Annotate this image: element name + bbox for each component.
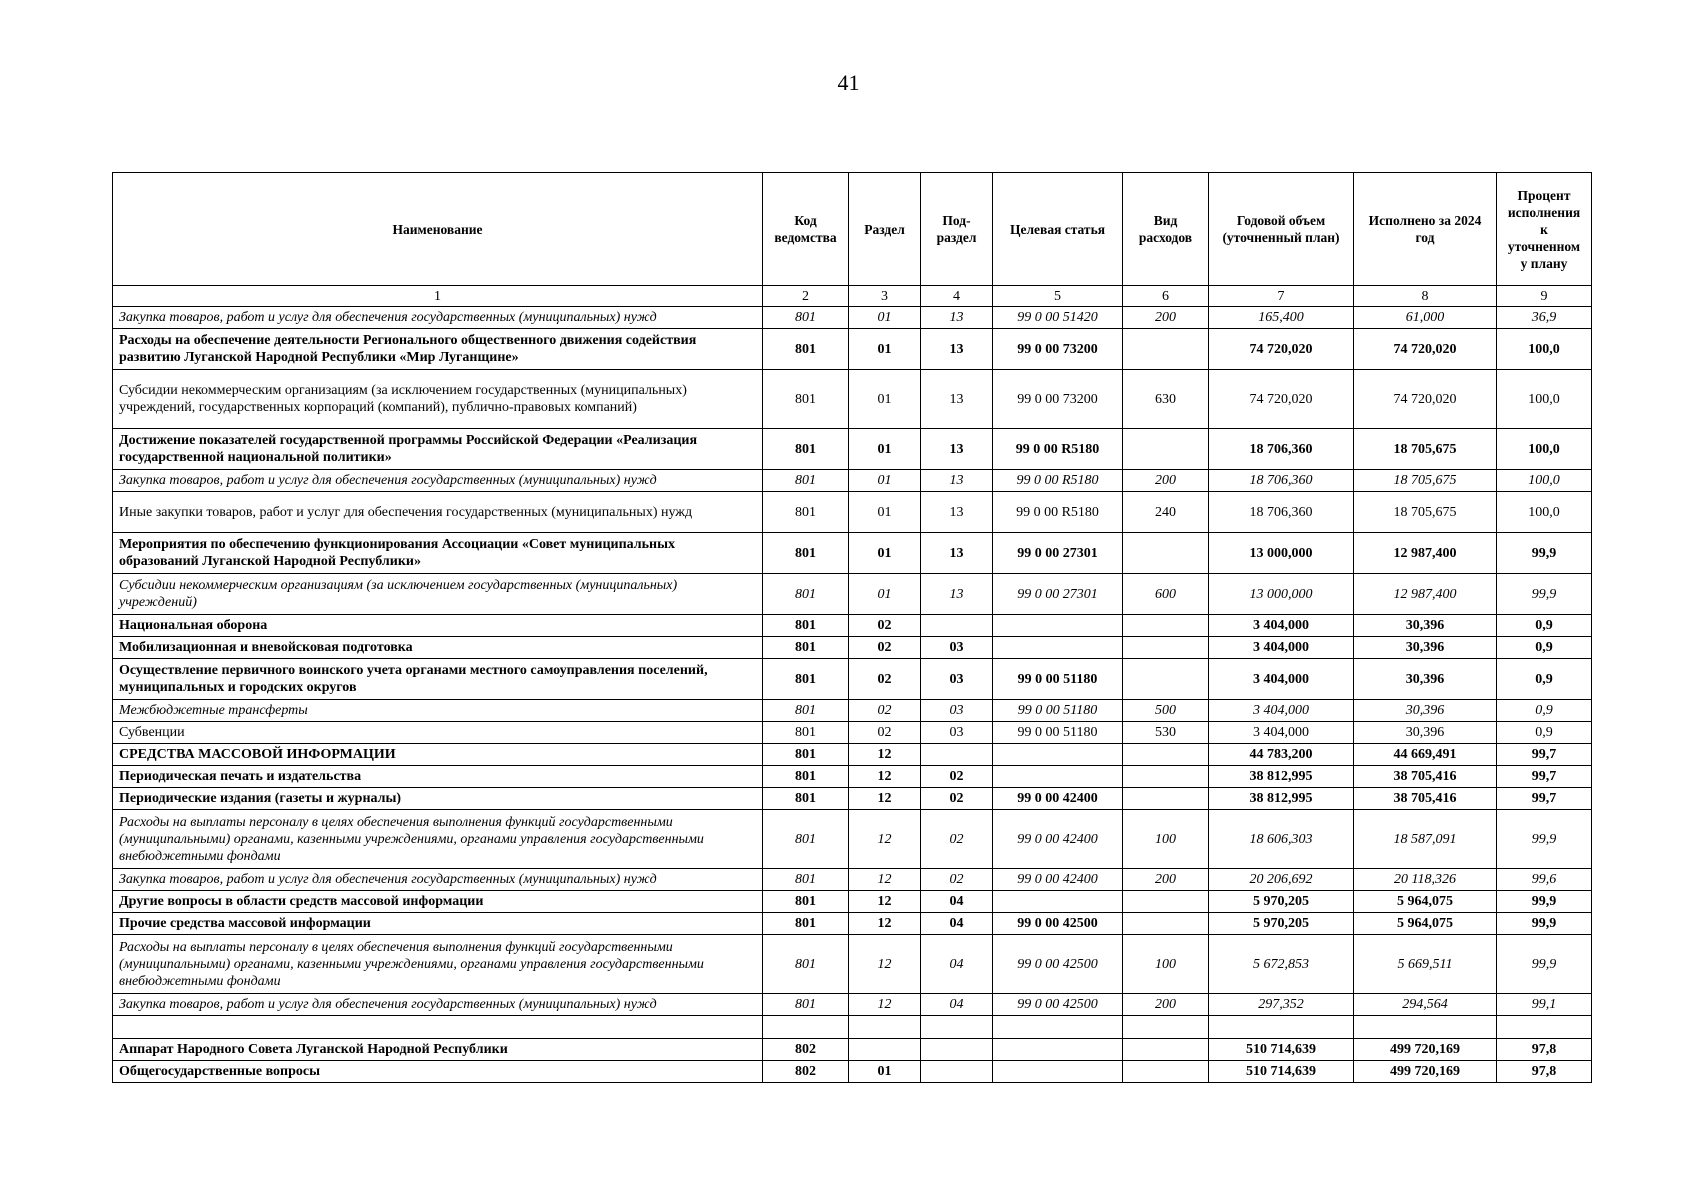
- cell-plan: [1209, 1016, 1354, 1039]
- cell-done: 30,396: [1354, 615, 1497, 637]
- cell-dept: 801: [763, 574, 849, 615]
- cell-target: [993, 1039, 1123, 1061]
- cell-dept: 801: [763, 659, 849, 700]
- cell-section: 02: [849, 615, 921, 637]
- table-row: [113, 492, 1592, 533]
- cell-name: Расходы на выплаты персоналу в целях обеспечения выполнения функций государственными (муниципальными) органами, казенными учреждениями, органами управления государственными внебюджетными фондами: [113, 935, 763, 994]
- cell-exp-type: 200: [1123, 307, 1209, 329]
- cell-done: 294,564: [1354, 994, 1497, 1016]
- cell-target: [993, 637, 1123, 659]
- column-number: 4: [921, 286, 993, 307]
- cell-exp-type: [1123, 659, 1209, 700]
- cell-target: 99 0 00 42500: [993, 913, 1123, 935]
- cell-section: [849, 1039, 921, 1061]
- cell-subsection: 03: [921, 700, 993, 722]
- cell-target: 99 0 00 42500: [993, 935, 1123, 994]
- cell-dept: 801: [763, 429, 849, 470]
- cell-plan: 13 000,000: [1209, 574, 1354, 615]
- cell-target: 99 0 00 R5180: [993, 429, 1123, 470]
- table-row: [113, 1039, 1592, 1061]
- cell-plan: 18 706,360: [1209, 492, 1354, 533]
- table-row: [113, 370, 1592, 429]
- cell-name: Периодическая печать и издательства: [113, 766, 763, 788]
- table-row: [113, 659, 1592, 700]
- cell-percent: 36,9: [1497, 307, 1592, 329]
- cell-plan: 38 812,995: [1209, 766, 1354, 788]
- cell-percent: 0,9: [1497, 722, 1592, 744]
- header-section: Раздел: [849, 173, 921, 286]
- cell-plan: 297,352: [1209, 994, 1354, 1016]
- cell-done: 30,396: [1354, 700, 1497, 722]
- budget-table: [112, 172, 1592, 1083]
- table-row: [113, 744, 1592, 766]
- table-row: [113, 1061, 1592, 1083]
- cell-subsection: [921, 1039, 993, 1061]
- cell-section: 12: [849, 994, 921, 1016]
- cell-dept: 802: [763, 1039, 849, 1061]
- cell-section: 01: [849, 307, 921, 329]
- table-row: [113, 788, 1592, 810]
- cell-dept: 801: [763, 869, 849, 891]
- cell-subsection: 02: [921, 766, 993, 788]
- page-number: 41: [837, 70, 860, 95]
- cell-dept: 801: [763, 492, 849, 533]
- cell-exp-type: [1123, 615, 1209, 637]
- cell-dept: 801: [763, 722, 849, 744]
- cell-name: Периодические издания (газеты и журналы): [113, 788, 763, 810]
- cell-target: 99 0 00 R5180: [993, 470, 1123, 492]
- cell-name: Мобилизационная и вневойсковая подготовка: [113, 637, 763, 659]
- cell-subsection: 03: [921, 637, 993, 659]
- cell-target: 99 0 00 42500: [993, 994, 1123, 1016]
- cell-exp-type: [1123, 1061, 1209, 1083]
- cell-exp-type: [1123, 1016, 1209, 1039]
- cell-percent: 0,9: [1497, 637, 1592, 659]
- cell-section: 12: [849, 935, 921, 994]
- cell-exp-type: 200: [1123, 869, 1209, 891]
- cell-name: Субвенции: [113, 722, 763, 744]
- cell-section: 01: [849, 533, 921, 574]
- cell-subsection: 04: [921, 994, 993, 1016]
- cell-name: СРЕДСТВА МАССОВОЙ ИНФОРМАЦИИ: [113, 744, 763, 766]
- cell-name: Закупка товаров, работ и услуг для обеспечения государственных (муниципальных) нужд: [113, 470, 763, 492]
- cell-exp-type: [1123, 744, 1209, 766]
- cell-dept: 801: [763, 810, 849, 869]
- cell-subsection: [921, 1016, 993, 1039]
- cell-target: 99 0 00 42400: [993, 788, 1123, 810]
- cell-dept: 801: [763, 744, 849, 766]
- cell-exp-type: [1123, 1039, 1209, 1061]
- cell-done: 61,000: [1354, 307, 1497, 329]
- cell-exp-type: 200: [1123, 994, 1209, 1016]
- cell-subsection: 13: [921, 429, 993, 470]
- cell-subsection: 04: [921, 935, 993, 994]
- cell-done: 5 669,511: [1354, 935, 1497, 994]
- cell-section: 12: [849, 869, 921, 891]
- table-row: [113, 1016, 1592, 1039]
- table-row: [113, 429, 1592, 470]
- cell-percent: 100,0: [1497, 329, 1592, 370]
- cell-name: [113, 1016, 763, 1039]
- table-row: [113, 329, 1592, 370]
- cell-target: 99 0 00 51420: [993, 307, 1123, 329]
- cell-done: 74 720,020: [1354, 329, 1497, 370]
- cell-done: 18 705,675: [1354, 470, 1497, 492]
- column-number-row: [113, 286, 1592, 307]
- column-number: 9: [1497, 286, 1592, 307]
- cell-plan: 3 404,000: [1209, 700, 1354, 722]
- cell-exp-type: [1123, 533, 1209, 574]
- cell-percent: [1497, 1016, 1592, 1039]
- cell-subsection: 13: [921, 370, 993, 429]
- cell-target: [993, 891, 1123, 913]
- table-row: [113, 869, 1592, 891]
- table-row: [113, 307, 1592, 329]
- table-row: [113, 637, 1592, 659]
- cell-exp-type: [1123, 788, 1209, 810]
- cell-done: 12 987,400: [1354, 574, 1497, 615]
- cell-plan: 165,400: [1209, 307, 1354, 329]
- cell-section: 12: [849, 810, 921, 869]
- header-name: Наименование: [113, 173, 763, 286]
- cell-percent: 99,9: [1497, 810, 1592, 869]
- cell-done: 18 705,675: [1354, 492, 1497, 533]
- cell-name: Расходы на выплаты персоналу в целях обеспечения выполнения функций государственными (муниципальными) органами, казенными учреждениями, органами управления государственными внебюджетными фондами: [113, 810, 763, 869]
- table-row: [113, 700, 1592, 722]
- cell-subsection: 13: [921, 329, 993, 370]
- cell-section: 12: [849, 891, 921, 913]
- cell-target: 99 0 00 R5180: [993, 492, 1123, 533]
- cell-plan: 5 970,205: [1209, 891, 1354, 913]
- cell-subsection: 03: [921, 659, 993, 700]
- cell-exp-type: 100: [1123, 810, 1209, 869]
- cell-percent: 99,9: [1497, 533, 1592, 574]
- cell-target: [993, 1061, 1123, 1083]
- table-row: [113, 994, 1592, 1016]
- cell-subsection: 13: [921, 470, 993, 492]
- cell-percent: 100,0: [1497, 492, 1592, 533]
- cell-subsection: 03: [921, 722, 993, 744]
- cell-exp-type: 630: [1123, 370, 1209, 429]
- table-row: [113, 533, 1592, 574]
- header-target: Целевая статья: [993, 173, 1123, 286]
- cell-dept: 801: [763, 700, 849, 722]
- column-number: 7: [1209, 286, 1354, 307]
- cell-plan: 74 720,020: [1209, 370, 1354, 429]
- cell-percent: 100,0: [1497, 470, 1592, 492]
- cell-percent: 99,7: [1497, 744, 1592, 766]
- cell-dept: 801: [763, 891, 849, 913]
- cell-plan: 18 706,360: [1209, 470, 1354, 492]
- cell-plan: 3 404,000: [1209, 722, 1354, 744]
- cell-subsection: 13: [921, 574, 993, 615]
- cell-target: [993, 1016, 1123, 1039]
- cell-section: 12: [849, 766, 921, 788]
- cell-subsection: 13: [921, 492, 993, 533]
- cell-section: 01: [849, 470, 921, 492]
- cell-subsection: 02: [921, 810, 993, 869]
- cell-target: [993, 744, 1123, 766]
- cell-percent: 99,6: [1497, 869, 1592, 891]
- column-number: 2: [763, 286, 849, 307]
- cell-section: 01: [849, 429, 921, 470]
- cell-plan: 5 672,853: [1209, 935, 1354, 994]
- cell-percent: 97,8: [1497, 1061, 1592, 1083]
- cell-name: Расходы на обеспечение деятельности Регионального общественного движения содействия развитию Луганской Народной Республики «Мир Луганщине»: [113, 329, 763, 370]
- cell-exp-type: 600: [1123, 574, 1209, 615]
- cell-done: 74 720,020: [1354, 370, 1497, 429]
- cell-exp-type: [1123, 891, 1209, 913]
- cell-name: Прочие средства массовой информации: [113, 913, 763, 935]
- cell-percent: 0,9: [1497, 700, 1592, 722]
- table-row: [113, 722, 1592, 744]
- cell-dept: 801: [763, 533, 849, 574]
- cell-plan: 3 404,000: [1209, 637, 1354, 659]
- header-percent: Процент исполнения к уточненном у плану: [1497, 173, 1592, 286]
- cell-section: 02: [849, 722, 921, 744]
- table-row: [113, 891, 1592, 913]
- header-subsection: Под-раздел: [921, 173, 993, 286]
- cell-percent: 99,1: [1497, 994, 1592, 1016]
- cell-target: 99 0 00 27301: [993, 533, 1123, 574]
- cell-plan: 74 720,020: [1209, 329, 1354, 370]
- table-row: [113, 615, 1592, 637]
- header-row: [113, 173, 1592, 286]
- cell-target: 99 0 00 51180: [993, 722, 1123, 744]
- table-row: [113, 574, 1592, 615]
- cell-done: 38 705,416: [1354, 788, 1497, 810]
- cell-percent: 99,9: [1497, 574, 1592, 615]
- cell-done: 12 987,400: [1354, 533, 1497, 574]
- cell-exp-type: 500: [1123, 700, 1209, 722]
- cell-dept: 801: [763, 615, 849, 637]
- cell-section: 12: [849, 788, 921, 810]
- header-done: Исполнено за 2024 год: [1354, 173, 1497, 286]
- cell-dept: 801: [763, 307, 849, 329]
- cell-exp-type: 240: [1123, 492, 1209, 533]
- cell-done: [1354, 1016, 1497, 1039]
- cell-done: 499 720,169: [1354, 1039, 1497, 1061]
- cell-name: Иные закупки товаров, работ и услуг для обеспечения государственных (муниципальных) нужд: [113, 492, 763, 533]
- cell-name: Осуществление первичного воинского учета органами местного самоуправления поселений, муниципальных и городских округов: [113, 659, 763, 700]
- cell-plan: 44 783,200: [1209, 744, 1354, 766]
- cell-name: Мероприятия по обеспечению функционирования Ассоциации «Совет муниципальных образований Луганской Народной Республики»: [113, 533, 763, 574]
- cell-target: 99 0 00 51180: [993, 659, 1123, 700]
- header-plan: Годовой объем (уточненный план): [1209, 173, 1354, 286]
- cell-section: 12: [849, 913, 921, 935]
- cell-percent: 99,9: [1497, 913, 1592, 935]
- cell-section: 01: [849, 370, 921, 429]
- column-number: 8: [1354, 286, 1497, 307]
- cell-done: 44 669,491: [1354, 744, 1497, 766]
- cell-name: Аппарат Народного Совета Луганской Народной Республики: [113, 1039, 763, 1061]
- cell-section: 02: [849, 700, 921, 722]
- cell-target: 99 0 00 42400: [993, 810, 1123, 869]
- cell-target: 99 0 00 73200: [993, 329, 1123, 370]
- cell-plan: 3 404,000: [1209, 659, 1354, 700]
- cell-subsection: [921, 1061, 993, 1083]
- cell-percent: 99,7: [1497, 766, 1592, 788]
- cell-exp-type: 530: [1123, 722, 1209, 744]
- cell-section: 02: [849, 637, 921, 659]
- table-row: [113, 935, 1592, 994]
- cell-plan: 3 404,000: [1209, 615, 1354, 637]
- table-body: [113, 307, 1592, 1083]
- cell-percent: 0,9: [1497, 615, 1592, 637]
- cell-exp-type: [1123, 913, 1209, 935]
- cell-plan: 510 714,639: [1209, 1039, 1354, 1061]
- cell-dept: 802: [763, 1061, 849, 1083]
- cell-done: 5 964,075: [1354, 891, 1497, 913]
- cell-exp-type: [1123, 429, 1209, 470]
- cell-percent: 99,7: [1497, 788, 1592, 810]
- header-dept: Код ведомства: [763, 173, 849, 286]
- cell-percent: 100,0: [1497, 429, 1592, 470]
- cell-subsection: [921, 744, 993, 766]
- cell-target: [993, 615, 1123, 637]
- cell-subsection: 13: [921, 307, 993, 329]
- cell-percent: 99,9: [1497, 935, 1592, 994]
- cell-dept: [763, 1016, 849, 1039]
- cell-dept: 801: [763, 766, 849, 788]
- cell-name: Межбюджетные трансферты: [113, 700, 763, 722]
- cell-name: Достижение показателей государственной программы Российской Федерации «Реализация государственной национальной политики»: [113, 429, 763, 470]
- cell-plan: 18 606,303: [1209, 810, 1354, 869]
- cell-section: 01: [849, 492, 921, 533]
- cell-done: 30,396: [1354, 659, 1497, 700]
- column-number: 5: [993, 286, 1123, 307]
- table-row: [113, 810, 1592, 869]
- cell-name: Субсидии некоммерческим организациям (за исключением государственных (муниципальных) учреждений): [113, 574, 763, 615]
- column-number: 1: [113, 286, 763, 307]
- cell-done: 38 705,416: [1354, 766, 1497, 788]
- cell-target: 99 0 00 42400: [993, 869, 1123, 891]
- cell-name: Общегосударственные вопросы: [113, 1061, 763, 1083]
- cell-percent: 97,8: [1497, 1039, 1592, 1061]
- cell-section: 12: [849, 744, 921, 766]
- cell-subsection: 02: [921, 788, 993, 810]
- cell-exp-type: 200: [1123, 470, 1209, 492]
- cell-dept: 801: [763, 470, 849, 492]
- cell-dept: 801: [763, 935, 849, 994]
- cell-subsection: 13: [921, 533, 993, 574]
- table-row: [113, 913, 1592, 935]
- cell-plan: 38 812,995: [1209, 788, 1354, 810]
- cell-dept: 801: [763, 994, 849, 1016]
- cell-exp-type: [1123, 329, 1209, 370]
- cell-target: 99 0 00 51180: [993, 700, 1123, 722]
- cell-dept: 801: [763, 913, 849, 935]
- cell-subsection: 02: [921, 869, 993, 891]
- cell-exp-type: [1123, 637, 1209, 659]
- cell-section: 01: [849, 574, 921, 615]
- cell-dept: 801: [763, 370, 849, 429]
- cell-target: 99 0 00 27301: [993, 574, 1123, 615]
- cell-plan: 20 206,692: [1209, 869, 1354, 891]
- cell-done: 499 720,169: [1354, 1061, 1497, 1083]
- table-row: [113, 766, 1592, 788]
- cell-plan: 18 706,360: [1209, 429, 1354, 470]
- cell-subsection: 04: [921, 891, 993, 913]
- column-number: 6: [1123, 286, 1209, 307]
- cell-name: Закупка товаров, работ и услуг для обеспечения государственных (муниципальных) нужд: [113, 307, 763, 329]
- cell-percent: 99,9: [1497, 891, 1592, 913]
- cell-percent: 0,9: [1497, 659, 1592, 700]
- cell-plan: 510 714,639: [1209, 1061, 1354, 1083]
- cell-done: 30,396: [1354, 722, 1497, 744]
- cell-target: [993, 766, 1123, 788]
- cell-name: Другие вопросы в области средств массовой информации: [113, 891, 763, 913]
- cell-plan: 5 970,205: [1209, 913, 1354, 935]
- cell-plan: 13 000,000: [1209, 533, 1354, 574]
- cell-section: 01: [849, 1061, 921, 1083]
- cell-dept: 801: [763, 637, 849, 659]
- cell-name: Национальная оборона: [113, 615, 763, 637]
- cell-done: 5 964,075: [1354, 913, 1497, 935]
- cell-section: 02: [849, 659, 921, 700]
- cell-section: [849, 1016, 921, 1039]
- cell-target: 99 0 00 73200: [993, 370, 1123, 429]
- cell-subsection: 04: [921, 913, 993, 935]
- cell-done: 18 705,675: [1354, 429, 1497, 470]
- cell-name: Закупка товаров, работ и услуг для обеспечения государственных (муниципальных) нужд: [113, 869, 763, 891]
- cell-dept: 801: [763, 788, 849, 810]
- column-number: 3: [849, 286, 921, 307]
- cell-exp-type: [1123, 766, 1209, 788]
- cell-name: Субсидии некоммерческим организациям (за исключением государственных (муниципальных) учреждений, государственных корпораций (компаний), публично-правовых компаний): [113, 370, 763, 429]
- cell-done: 30,396: [1354, 637, 1497, 659]
- cell-percent: 100,0: [1497, 370, 1592, 429]
- cell-exp-type: 100: [1123, 935, 1209, 994]
- cell-section: 01: [849, 329, 921, 370]
- header-exp-type: Вид расходов: [1123, 173, 1209, 286]
- cell-done: 18 587,091: [1354, 810, 1497, 869]
- cell-dept: 801: [763, 329, 849, 370]
- cell-name: Закупка товаров, работ и услуг для обеспечения государственных (муниципальных) нужд: [113, 994, 763, 1016]
- table-row: [113, 470, 1592, 492]
- cell-subsection: [921, 615, 993, 637]
- cell-done: 20 118,326: [1354, 869, 1497, 891]
